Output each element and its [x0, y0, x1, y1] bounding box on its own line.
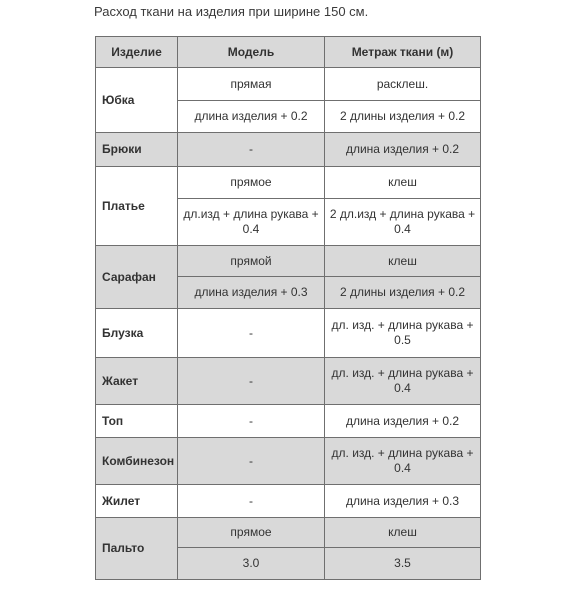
table-row [96, 438, 481, 485]
item-cell: Жакет [96, 358, 178, 405]
meter-cell: 2 длины изделия + 0.2 [325, 101, 481, 133]
table-row [96, 518, 481, 548]
model-cell: - [178, 133, 325, 167]
model-cell: дл.изд + длина рукава + 0.4 [178, 199, 325, 246]
item-cell: Сарафан [96, 246, 178, 309]
header-item: Изделие [96, 37, 178, 68]
item-cell: Блузка [96, 309, 178, 358]
model-cell: - [178, 485, 325, 518]
model-cell: прямое [178, 167, 325, 199]
meter-cell: дл. изд. + длина рукава + 0.4 [325, 438, 481, 485]
model-cell: прямое [178, 518, 325, 548]
model-cell: - [178, 358, 325, 405]
item-cell: Топ [96, 405, 178, 438]
meter-cell: клеш [325, 518, 481, 548]
model-cell: - [178, 309, 325, 358]
meter-cell: длина изделия + 0.2 [325, 405, 481, 438]
model-cell: - [178, 405, 325, 438]
item-cell: Юбка [96, 68, 178, 133]
item-cell: Брюки [96, 133, 178, 167]
item-cell: Пальто [96, 518, 178, 580]
meter-cell: 2 длины изделия + 0.2 [325, 277, 481, 309]
table-row [96, 68, 481, 101]
model-cell: - [178, 438, 325, 485]
table-row [96, 485, 481, 518]
model-cell: длина изделия + 0.3 [178, 277, 325, 309]
header-model: Модель [178, 37, 325, 68]
table-header-row [96, 37, 481, 68]
meter-cell: длина изделия + 0.2 [325, 133, 481, 167]
meter-cell: клеш [325, 246, 481, 277]
table-row [96, 309, 481, 358]
fabric-consumption-table [95, 36, 481, 580]
table-row [96, 167, 481, 199]
meter-cell: дл. изд. + длина рукава + 0.4 [325, 358, 481, 405]
model-cell: прямая [178, 68, 325, 101]
table-row [96, 133, 481, 167]
header-meter: Метраж ткани (м) [325, 37, 481, 68]
table-row [96, 405, 481, 438]
item-cell: Платье [96, 167, 178, 246]
meter-cell: расклеш. [325, 68, 481, 101]
meter-cell: клеш [325, 167, 481, 199]
table-row [96, 358, 481, 405]
table-row [96, 246, 481, 277]
table-caption: Расход ткани на изделия при ширине 150 см. [94, 4, 369, 19]
meter-cell: 2 дл.изд + длина рукава + 0.4 [325, 199, 481, 246]
meter-cell: длина изделия + 0.3 [325, 485, 481, 518]
item-cell: Жилет [96, 485, 178, 518]
model-cell: прямой [178, 246, 325, 277]
item-cell: Комбинезон [96, 438, 178, 485]
model-cell: длина изделия + 0.2 [178, 101, 325, 133]
meter-cell: 3.5 [325, 548, 481, 580]
model-cell: 3.0 [178, 548, 325, 580]
meter-cell: дл. изд. + длина рукава + 0.5 [325, 309, 481, 358]
